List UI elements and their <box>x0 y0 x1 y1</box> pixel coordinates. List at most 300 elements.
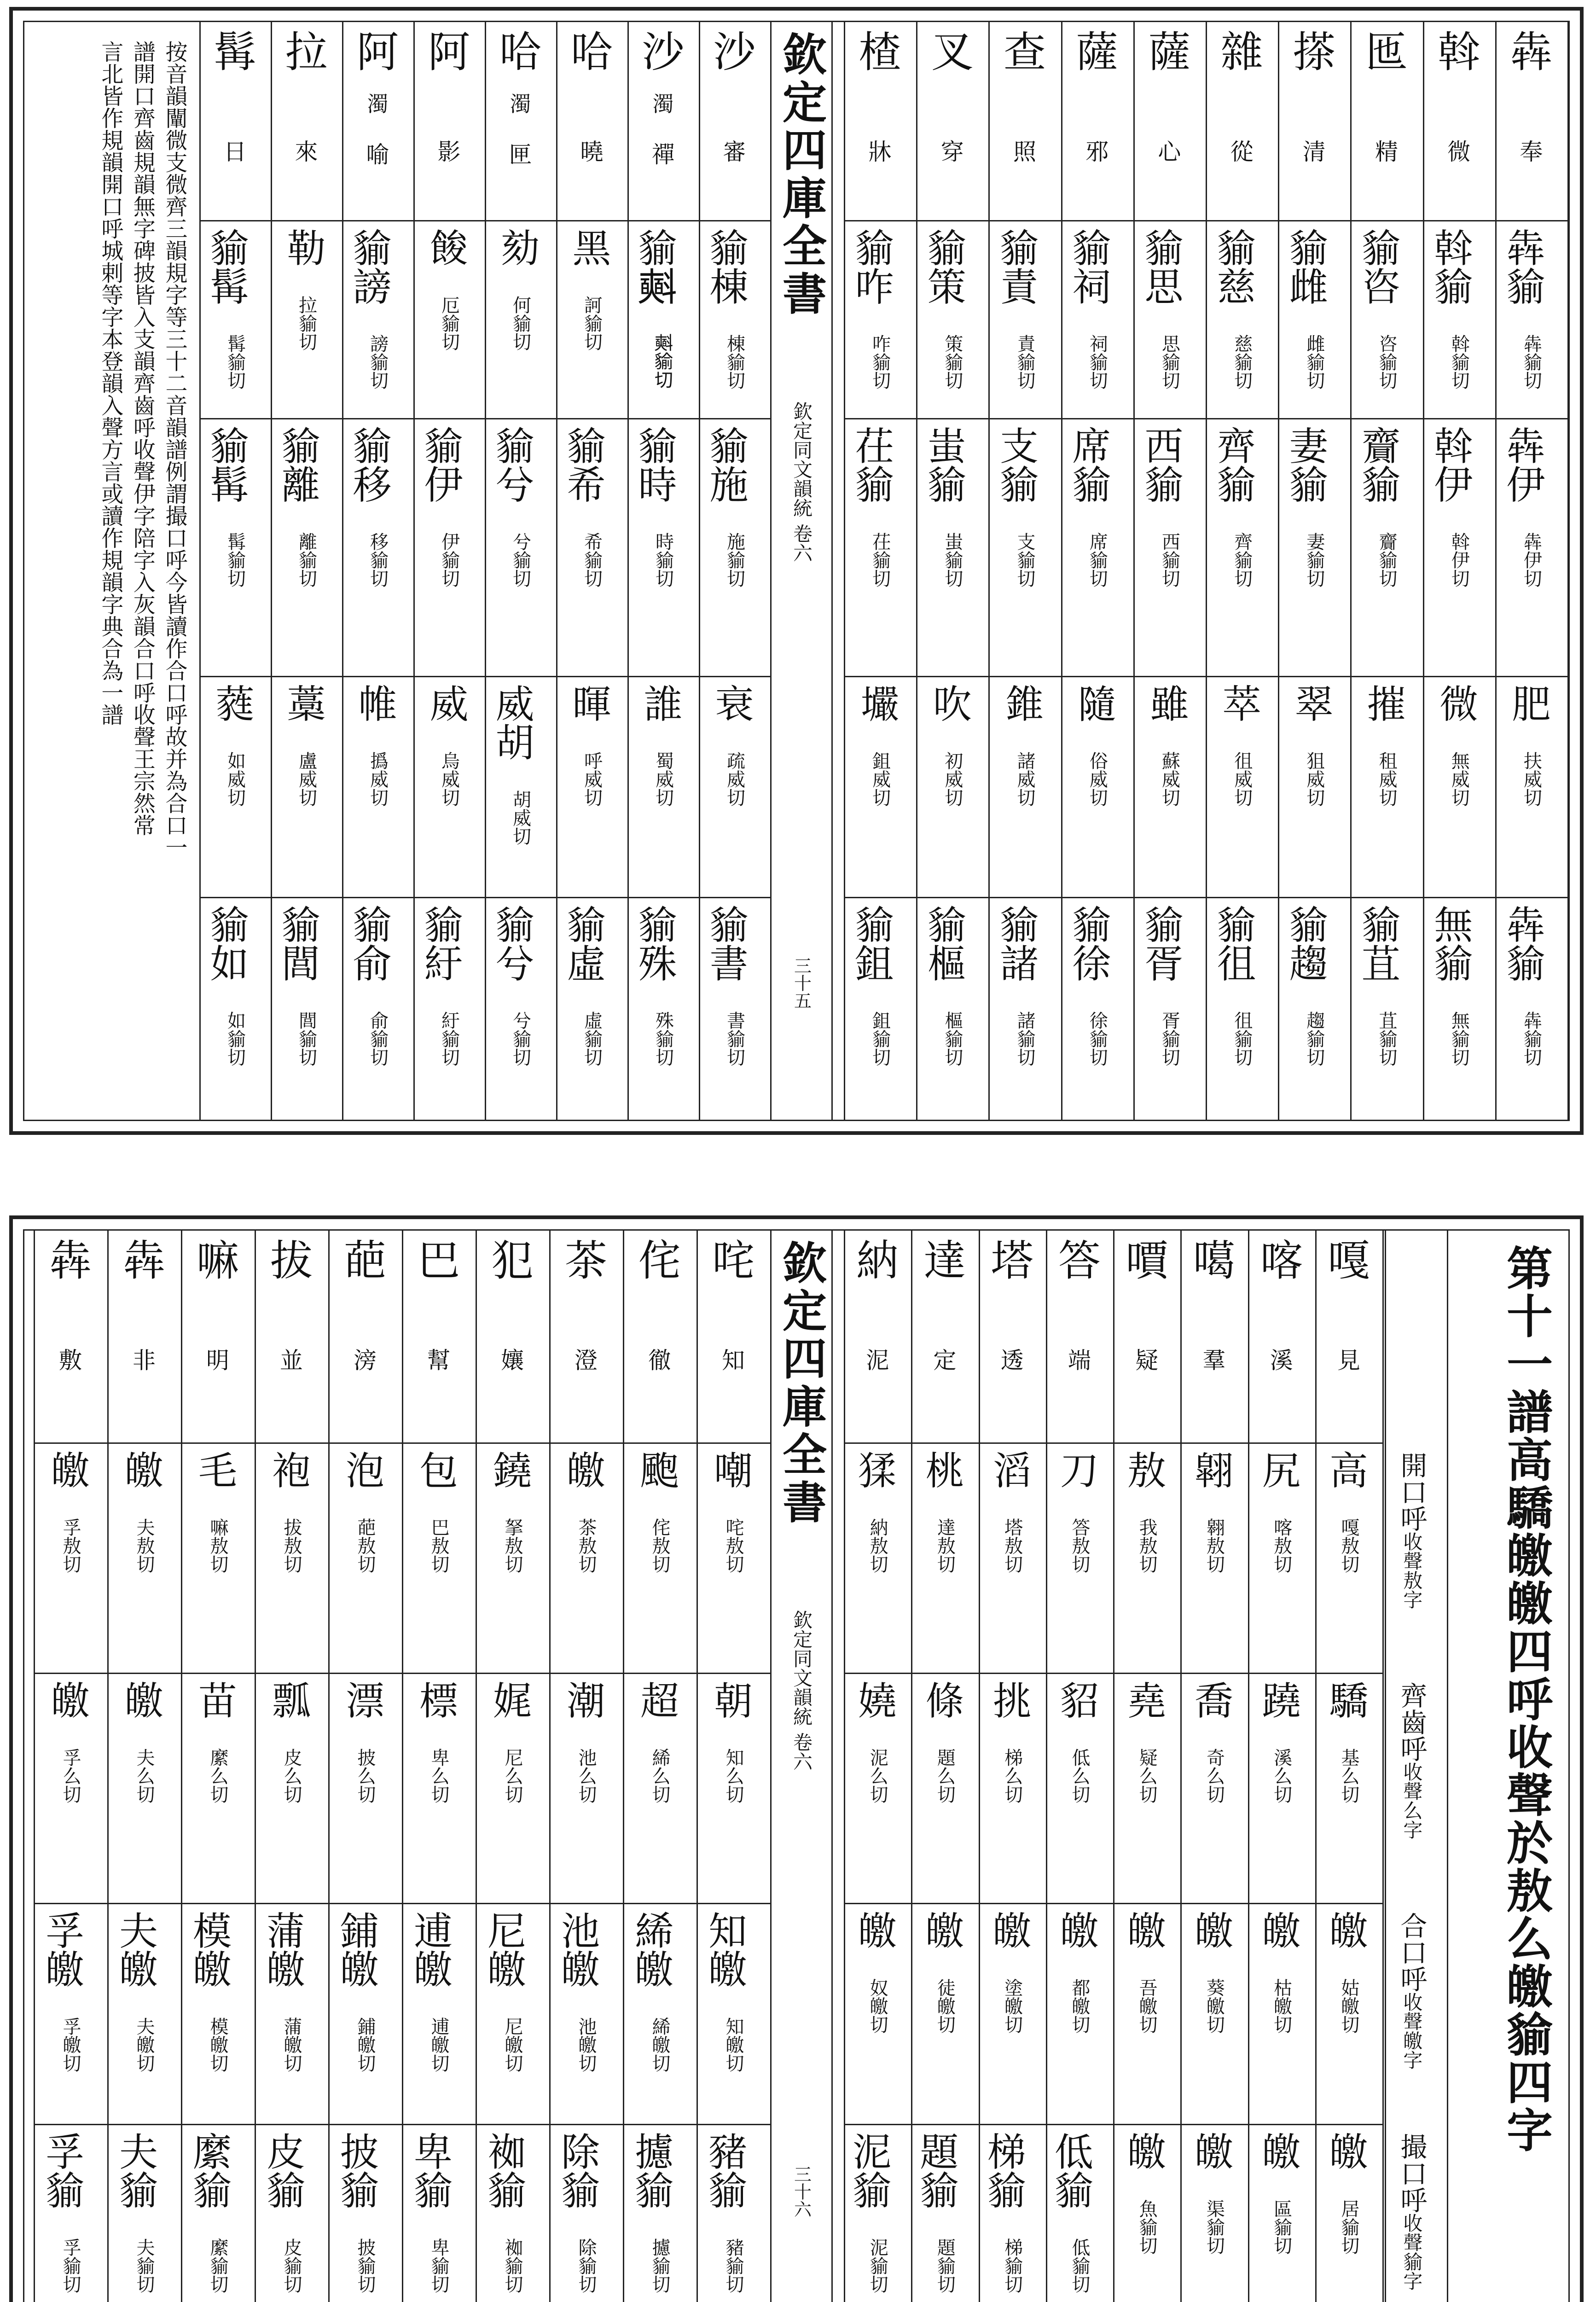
table-cell <box>853 1448 902 1573</box>
cell-char: 貐髯 <box>210 226 249 310</box>
table-cell <box>488 1909 537 2072</box>
cell-fanqie: 拉貐切 <box>296 296 317 351</box>
row-divider <box>34 1442 770 1444</box>
table-cell <box>853 2130 902 2293</box>
cell-fanqie: 夫貐切 <box>133 2238 155 2293</box>
column-divider <box>342 22 343 1120</box>
cell-fanqie: 逋皦切 <box>428 2017 449 2072</box>
table-cell <box>1362 682 1411 807</box>
cell-fanqie: 犇貐切 <box>1521 1011 1542 1066</box>
header-reading: 並 <box>280 1347 303 1374</box>
cell-char: 肥 <box>1512 682 1551 727</box>
table-cell <box>1289 682 1339 807</box>
table-cell <box>927 903 977 1066</box>
header-char: 髯 <box>214 28 256 77</box>
table-cell <box>638 903 688 1066</box>
cell-char: 摧 <box>1367 682 1406 727</box>
row-divider <box>844 1442 1382 1444</box>
cell-char: 知皦 <box>708 1909 748 1993</box>
table-cell <box>414 1909 464 2072</box>
header-cell <box>282 28 331 167</box>
table-cell <box>414 1448 464 1573</box>
column-divider <box>1350 22 1352 1120</box>
cell-char: 皦 <box>51 1679 90 1724</box>
table-cell <box>1434 682 1484 807</box>
cell-char: 威 <box>429 682 469 727</box>
header-cell <box>1144 28 1194 167</box>
cell-fanqie: 徂威切 <box>1231 751 1253 807</box>
table-cell <box>708 2130 758 2293</box>
table-cell <box>1506 226 1556 389</box>
table-cell <box>340 1909 390 2072</box>
cell-char: 貂 <box>1060 1679 1099 1724</box>
cell-char: 猱 <box>858 1448 897 1494</box>
cell-char: 貐𣂏 <box>638 226 677 310</box>
table-cell <box>1189 1448 1239 1573</box>
table-cell <box>987 1909 1037 2034</box>
table-cell <box>46 2130 95 2293</box>
cell-char: 皦 <box>858 1909 897 1954</box>
cell-fanqie: 厄貐切 <box>438 296 460 351</box>
header-reading: 審 <box>723 139 746 165</box>
header-char: 斡 <box>1438 28 1480 77</box>
header-cell <box>1257 1236 1306 1375</box>
header-cell <box>853 1236 902 1375</box>
cell-char: 蒲皦 <box>267 1909 306 1993</box>
row-label-main: 合口呼 <box>1396 1912 1428 1992</box>
cell-char: 犇伊 <box>1506 424 1545 508</box>
header-char: 嘛 <box>196 1236 239 1285</box>
cell-fanqie: 夫么切 <box>133 1748 155 1803</box>
cell-char: 貐時 <box>638 424 677 508</box>
row-divider <box>199 220 770 221</box>
cell-fanqie: 謗貐切 <box>367 334 389 389</box>
table-cell <box>210 903 260 1066</box>
cell-char: 衰 <box>715 682 754 727</box>
table-cell <box>853 1679 902 1803</box>
cell-fanqie: 絺皦切 <box>649 2017 670 2072</box>
cell-char: 朝 <box>714 1679 753 1724</box>
table-cell <box>46 1909 95 2072</box>
cell-fanqie: 徂貐切 <box>1231 1011 1253 1066</box>
header-reading: 匣 <box>509 141 532 168</box>
cell-char: 貐希 <box>567 424 606 508</box>
cell-char: 皦 <box>566 1448 605 1494</box>
table-cell <box>1257 1909 1306 2034</box>
row-label-main: 開口呼 <box>1396 1452 1428 1532</box>
header-cell <box>1289 28 1339 167</box>
cell-char: 貐虛 <box>567 903 606 987</box>
table-cell <box>1506 903 1556 1066</box>
cell-char: 蕤 <box>215 682 255 727</box>
cell-char: 梯貐 <box>987 2130 1026 2214</box>
header-char: 葩 <box>343 1236 386 1285</box>
row-label <box>1394 1682 1428 1839</box>
table-cell <box>1055 1679 1104 1803</box>
table-cell <box>638 682 688 807</box>
top-note <box>38 41 190 1101</box>
header-reading: 照 <box>1013 139 1036 165</box>
header-reading: 孃 <box>501 1347 524 1374</box>
column-divider <box>549 1231 551 2302</box>
column-divider <box>770 22 772 1120</box>
column-divider <box>485 22 486 1120</box>
header-char: 薩 <box>1076 28 1119 77</box>
header-cell <box>340 1236 390 1375</box>
header-cell <box>1217 28 1267 167</box>
column-divider <box>1315 1231 1317 2302</box>
cell-char: 藁 <box>287 682 326 727</box>
cell-fanqie: 俞貐切 <box>367 1011 389 1066</box>
cell-fanqie: 撝威切 <box>367 751 389 807</box>
table-cell <box>340 1448 390 1573</box>
header-char: 侘 <box>638 1236 681 1285</box>
cell-fanqie: 葵皦切 <box>1203 1978 1225 2034</box>
table-cell <box>853 1909 902 2034</box>
cell-char: 尻 <box>1262 1448 1301 1494</box>
header-reading: 非 <box>133 1347 156 1374</box>
column-divider <box>770 1231 772 2302</box>
header-char: 沙 <box>642 28 685 77</box>
cell-fanqie: 溪么切 <box>1271 1748 1292 1803</box>
table-cell <box>561 2130 611 2293</box>
header-reading: 奉 <box>1520 139 1543 165</box>
row-label <box>1394 1912 1428 2069</box>
cell-char: 犇貐 <box>1506 903 1545 987</box>
table-cell <box>496 226 546 351</box>
cell-char: 貐樞 <box>927 903 966 987</box>
column-divider <box>1113 1231 1114 2302</box>
cell-fanqie: 齊貐切 <box>1231 532 1253 587</box>
table-cell <box>340 1679 390 1803</box>
cell-char: 席貐 <box>1072 424 1111 508</box>
cell-fanqie: 租威切 <box>1376 751 1397 807</box>
cell-char: 皦 <box>1127 2130 1167 2175</box>
cell-char: 貐兮 <box>495 903 534 987</box>
cell-fanqie: 翱敖切 <box>1203 1518 1225 1573</box>
table-cell <box>1144 424 1194 587</box>
label-column-divider <box>1447 1231 1448 2302</box>
table-cell <box>267 1448 316 1573</box>
column-divider <box>844 22 845 1120</box>
cell-char: 貐鉏 <box>855 903 894 987</box>
header-cell <box>193 1236 243 1375</box>
header-note: 濁 <box>652 92 674 116</box>
table-cell <box>414 2130 464 2293</box>
cell-fanqie: 時貐切 <box>652 532 674 587</box>
cell-char: 蹺 <box>1262 1679 1301 1724</box>
header-cell <box>496 28 546 169</box>
table-cell <box>424 903 474 1066</box>
cell-char: 刀 <box>1060 1448 1099 1494</box>
cell-char: 逋皦 <box>414 1909 453 1993</box>
cell-char: 皮貐 <box>267 2130 306 2214</box>
top-spine <box>770 22 833 1120</box>
cell-char: 貐策 <box>927 226 966 310</box>
table-cell <box>855 682 905 807</box>
row-label-sub: 收聲皦字 <box>1400 1992 1423 2069</box>
cell-char: 微 <box>1439 682 1479 727</box>
cell-char: 鋪皦 <box>340 1909 379 1993</box>
cell-fanqie: 基么切 <box>1338 1748 1359 1803</box>
cell-char: 尼皦 <box>488 1909 527 1993</box>
cell-char: 挑 <box>992 1679 1032 1724</box>
cell-char: 無貐 <box>1434 903 1473 987</box>
table-cell <box>635 1679 685 1803</box>
header-cell <box>414 1236 464 1375</box>
cell-fanqie: 區貐切 <box>1271 2199 1292 2255</box>
header-cell <box>708 1236 758 1375</box>
cell-char: 貐伊 <box>424 424 463 508</box>
table-cell <box>855 903 905 1066</box>
cell-char: 貐紆 <box>424 903 463 987</box>
header-char: 阿 <box>428 28 470 77</box>
cell-char: 翶 <box>1195 1448 1234 1494</box>
table-cell <box>282 682 331 807</box>
header-reading: 滂 <box>354 1347 377 1374</box>
cell-fanqie: 孚敖切 <box>60 1518 81 1573</box>
cell-fanqie: 無貐切 <box>1448 1011 1470 1066</box>
cell-char: 皦 <box>1329 2130 1368 2175</box>
cell-fanqie: 鉏威切 <box>869 751 891 807</box>
row-divider <box>199 897 770 898</box>
cell-fanqie: 渠貐切 <box>1203 2199 1225 2255</box>
row-divider <box>844 2124 1382 2125</box>
cell-fanqie: 納敖切 <box>867 1518 888 1573</box>
cell-char: 貐閭 <box>281 903 320 987</box>
header-cell <box>855 28 905 167</box>
column-divider <box>255 1231 256 2302</box>
cell-fanqie: 蚩貐切 <box>941 532 963 587</box>
header-cell <box>987 1236 1037 1375</box>
cell-fanqie: 縻么切 <box>207 1748 228 1803</box>
cell-char: 貐祠 <box>1072 226 1111 310</box>
cell-char: 西貐 <box>1144 424 1184 508</box>
table-cell <box>855 226 905 389</box>
header-cell <box>1324 1236 1374 1375</box>
cell-fanqie: 烏威切 <box>438 751 460 807</box>
table-cell <box>1324 1679 1374 1803</box>
cell-fanqie: 居貐切 <box>1338 2199 1359 2255</box>
table-cell <box>1072 903 1122 1066</box>
table-cell <box>927 226 977 389</box>
header-char: 達 <box>923 1236 966 1285</box>
header-reading: 從 <box>1230 139 1254 165</box>
table-cell <box>281 903 331 1066</box>
table-cell <box>1289 424 1339 587</box>
table-cell <box>709 424 760 587</box>
table-cell <box>1506 424 1556 587</box>
column-divider <box>699 22 700 1120</box>
header-reading: 敷 <box>59 1347 82 1374</box>
header-char: 𠿪 <box>1126 1236 1168 1285</box>
table-cell <box>1144 226 1194 389</box>
table-cell <box>210 226 260 389</box>
cell-char: 劾 <box>501 226 540 271</box>
cell-char: 勒 <box>287 226 326 271</box>
cell-char: 超 <box>640 1679 679 1724</box>
header-char: 阿 <box>356 28 399 77</box>
header-cell <box>119 1236 169 1375</box>
cell-fanqie: 皮么切 <box>281 1748 302 1803</box>
column-divider <box>413 22 415 1120</box>
header-char: 犯 <box>491 1236 534 1285</box>
cell-fanqie: 除貐切 <box>575 2238 597 2293</box>
cell-fanqie: 葩敖切 <box>354 1518 376 1573</box>
bottom-page-frame <box>23 1229 1570 2302</box>
cell-fanqie: 扶威切 <box>1521 751 1542 807</box>
table-cell <box>1144 682 1194 807</box>
header-char: 拉 <box>285 28 328 77</box>
table-cell <box>1122 1679 1172 1803</box>
cell-fanqie: 魚貐切 <box>1136 2199 1158 2255</box>
header-cell <box>1362 28 1411 167</box>
cell-fanqie: 尼皦切 <box>502 2017 523 2072</box>
header-reading: 徹 <box>648 1347 671 1374</box>
cell-char: 孚貐 <box>46 2130 85 2214</box>
cell-fanqie: 妻貐切 <box>1303 532 1325 587</box>
cell-fanqie: 嘎敖切 <box>1338 1518 1359 1573</box>
cell-fanqie: 移貐切 <box>367 532 389 587</box>
table-cell <box>281 424 331 587</box>
note-line: 言北皆作規韻開口呼城剌等字本登韻入聲方言或讀作規韻字典合為一譜 <box>97 41 123 726</box>
row-divider <box>844 418 1567 419</box>
header-note: 濁 <box>510 92 531 116</box>
cell-fanqie: 豬貐切 <box>723 2238 744 2293</box>
column-divider <box>328 1231 330 2302</box>
cell-fanqie: 兮貐切 <box>510 1011 531 1066</box>
cell-char: 貐髯 <box>210 424 249 508</box>
cell-char: 貐胥 <box>1144 903 1184 987</box>
spine-subtitle: 欽定同文韻統 卷六 <box>790 1610 813 1771</box>
table-cell <box>193 2130 243 2293</box>
table-cell <box>1362 226 1411 389</box>
table-cell <box>1434 424 1484 587</box>
table-cell <box>210 682 260 807</box>
cell-char: 萃 <box>1222 682 1261 727</box>
table-cell <box>635 1448 685 1573</box>
cell-fanqie: 披么切 <box>354 1748 376 1803</box>
cell-fanqie: 拏敖切 <box>502 1518 523 1573</box>
cell-char: 喬 <box>1195 1679 1234 1724</box>
cell-fanqie: 塔敖切 <box>1001 1518 1023 1573</box>
table-cell <box>710 682 760 807</box>
cell-fanqie: 席貐切 <box>1086 532 1108 587</box>
row-label-sub: 收聲敖字 <box>1400 1532 1423 1609</box>
cell-fanqie: 低貐切 <box>1068 2238 1090 2293</box>
cell-char: 斡貐 <box>1434 226 1473 310</box>
cell-char: 堯 <box>1127 1679 1167 1724</box>
table-cell <box>1257 2130 1306 2255</box>
cell-char: 茌貐 <box>855 424 894 508</box>
table-cell <box>424 226 474 351</box>
cell-fanqie: 如威切 <box>224 751 246 807</box>
cell-fanqie: 如貐切 <box>224 1011 246 1066</box>
cell-char: 貐兮 <box>495 424 534 508</box>
cell-fanqie: 夫皦切 <box>133 2017 155 2072</box>
header-char: 拔 <box>270 1236 313 1285</box>
cell-fanqie: 西貐切 <box>1159 532 1180 587</box>
table-cell <box>1122 2130 1172 2255</box>
table-cell <box>855 424 905 587</box>
column-divider <box>696 1231 698 2302</box>
cell-fanqie: 何貐切 <box>510 296 531 351</box>
cell-char: 皦 <box>1127 1909 1167 1954</box>
cell-fanqie: 塗皦切 <box>1001 1978 1023 2034</box>
table-cell <box>709 226 760 389</box>
cell-fanqie: 犇伊切 <box>1521 532 1542 587</box>
cell-fanqie: 徒皦切 <box>934 1978 956 2034</box>
table-cell <box>495 903 546 1066</box>
row-divider <box>844 220 1567 221</box>
table-cell <box>920 1909 969 2034</box>
cell-char: 貐俞 <box>353 903 392 987</box>
cell-fanqie: 殊貐切 <box>652 1011 674 1066</box>
table-cell <box>1189 1909 1239 2034</box>
column-divider <box>402 1231 403 2302</box>
cell-char: 皦 <box>51 1448 90 1494</box>
cell-char: 泡 <box>345 1448 384 1494</box>
cell-fanqie: 喀敖切 <box>1271 1518 1292 1573</box>
header-cell <box>561 1236 611 1375</box>
row-divider <box>34 1903 770 1904</box>
column-divider <box>181 1231 182 2302</box>
header-reading: 穿 <box>940 139 964 165</box>
cell-char: 包 <box>419 1448 458 1494</box>
cell-char: 皦 <box>925 1909 964 1954</box>
cell-fanqie: 苴貐切 <box>1376 1011 1397 1066</box>
table-cell <box>920 1679 969 1803</box>
cell-fanqie: 侘敖切 <box>649 1518 670 1573</box>
cell-char: 題貐 <box>920 2130 959 2214</box>
cell-char: 帷 <box>358 682 397 727</box>
table-cell <box>561 1679 611 1803</box>
cell-char: 縻貐 <box>193 2130 232 2214</box>
table-cell <box>1000 903 1050 1066</box>
table-cell <box>1217 226 1267 389</box>
cell-fanqie: 祠貐切 <box>1086 334 1108 389</box>
note-line: 譜開口齊齒規韻無字碑披皆入支韻齊齒呼收聲伊字陪字入灰韻合口呼收聲王宗然常 <box>129 41 156 836</box>
cell-char: 貐思 <box>1144 226 1184 310</box>
cell-fanqie: 尼么切 <box>502 1748 523 1803</box>
table-cell <box>267 1909 316 2072</box>
cell-fanqie: 低么切 <box>1068 1748 1090 1803</box>
cell-char: 皦 <box>992 1909 1032 1954</box>
table-cell <box>1122 1448 1172 1573</box>
column-divider <box>1278 22 1279 1120</box>
cell-fanqie: 茶敖切 <box>575 1518 597 1573</box>
cell-fanqie: 伊貐切 <box>438 532 460 587</box>
cell-fanqie: 姑皦切 <box>1338 1978 1359 2034</box>
top-page-frame <box>23 21 1570 1121</box>
cell-char: 攄貐 <box>635 2130 674 2214</box>
cell-char: 黑 <box>572 226 611 271</box>
table-cell <box>987 2130 1037 2293</box>
cell-char: 斡伊 <box>1434 424 1473 508</box>
header-cell <box>1506 28 1556 167</box>
cell-char: 貐移 <box>353 424 392 508</box>
cell-char: 池皦 <box>561 1909 600 1993</box>
column-divider <box>1046 1231 1047 2302</box>
header-reading: 定 <box>933 1347 957 1374</box>
table-cell <box>1122 1909 1172 2034</box>
header-reading: 泥 <box>866 1347 889 1374</box>
cell-char: 皦 <box>124 1679 163 1724</box>
cell-fanqie: 諸威切 <box>1014 751 1035 807</box>
cell-fanqie: 都皦切 <box>1068 1978 1090 2034</box>
cell-char: 餕 <box>429 226 469 271</box>
table-cell <box>353 903 403 1066</box>
